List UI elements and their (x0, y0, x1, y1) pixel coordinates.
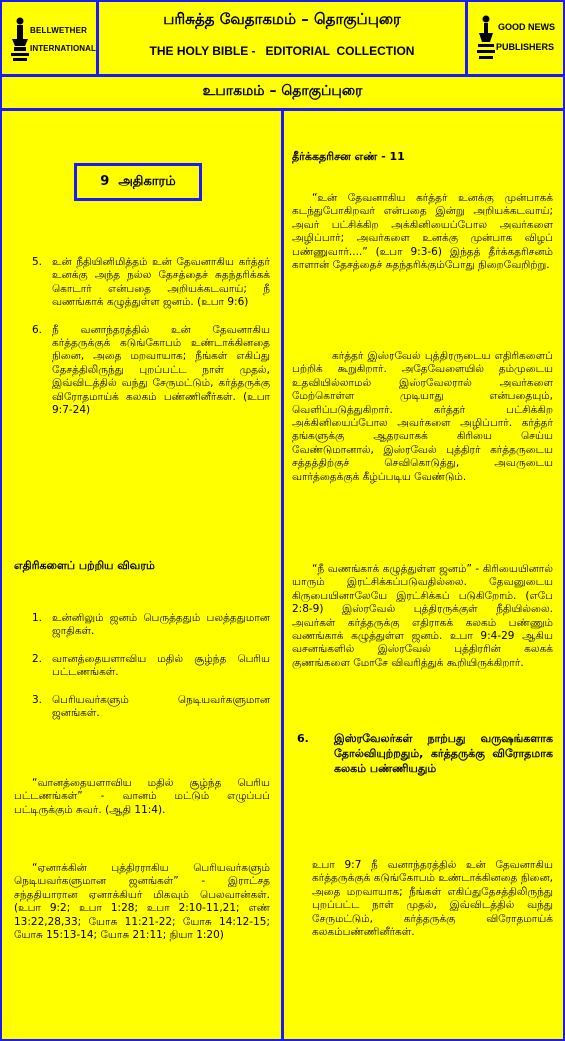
enemy-text: பெரியவர்களும் நெடியவர்களுமான ஜனங்கள். (52, 693, 270, 720)
enemy-item (32, 694, 270, 721)
enemy-text: உன்னிலும் ஜனம் பெருத்ததும் பலத்ததுமான ஜாதிகள். (52, 612, 270, 638)
bell-ringer-icon (10, 16, 30, 62)
logo-text-line1: BELLWETHER (30, 26, 88, 35)
bellwether-logo (10, 14, 97, 64)
chapter-label: 9 அதிகாரம் (100, 174, 176, 189)
title-tamil: பரிசுத்த வேதாகமம் – தொகுப்புரை (163, 10, 401, 28)
verse-item (32, 256, 270, 310)
anakim-paragraph: “ஏனாக்கின் புத்திரராகிய பெரியவர்களும் நெடியவர்களுமான ஜனங்கள்” - இராட்சத சந்ததியாரான ஏனாக்கியர் மிகவும் பெலவான்கள். (உபா 9:2; உபா 1:28; உபா 2:10-11,21; எண் 13:22,28,33; யோசு 11:21-22; யோசு 14:12-15; யோசு 15:13-14; யோசு 21:11; நியா 1:20) (14, 862, 270, 942)
rebellion-paragraph: உபா 9:7 நீ வனாந்தரத்தில் உன் தேவனாகிய கர்த்தருக்குக் கடுங்கோபம் உண்டாக்கினதை நினை, அதை மறவாயாக; நீங்கள் எகிப்துதேசத்திலிருந்து புறப்பட்ட நாள் முதல், இவ்விடத்தில் வந்து சேருமட்டும், கர்த்தருக்கு விரோதமாய்க் கலகம்பண்ணினீர்கள். (312, 859, 553, 939)
verse-number: 6. (32, 323, 43, 336)
enemies-heading: எதிரிகளைப் பற்றிய விவரம் (14, 559, 155, 572)
section-title: இஸ்ரவேலர்கள் நாற்பது வருஷங்களாக தோல்வியுற்றதும், கர்த்தருக்கு விரோதமாக கலகம் பண்ணியதும் (334, 732, 553, 775)
prophecy-heading: தீர்க்கதரிசன எண் - 11 (292, 150, 405, 163)
section-number: 6. (297, 732, 309, 745)
logo-text-line2: INTERNATIONAL (30, 44, 97, 53)
enemies-note-paragraph: கர்த்தர் இஸ்ரவேல் புத்திரருடைய எதிரிகளைப் பற்றிக் கூறுகிறார். அதேவேளையில் தம்முடைய உதவியில்லாமல் இஸ்ரவேலரால் அவர்களை மேற்கொள்ள முடியாது என்பதையும், வெளிப்படுத்துகிறார். கர்த்தர் பட்சிக்கிற அக்கினியைப்போல அவர்களை அழிப்பார். கர்த்தர் தங்களுக்கு ஆதரவாகக் கிரியை செய்ய வேண்டுமானால், இஸ்ரவேல் புத்திரர் கர்த்தருடைய சத்தத்திற்குச் செவிகொடுத்து, அவருடைய வார்த்தைக்குக் கீழ்ப்படிய வேண்டும். (292, 350, 553, 483)
enemy-text: வானத்தையளாவிய மதில் சூழ்ந்த பெரிய பட்டணங்கள். (52, 652, 270, 679)
title-english: THE HOLY BIBLE - EDITORIAL COLLECTION (149, 44, 415, 58)
enemy-number: 1. (32, 612, 43, 624)
enemy-item (32, 612, 270, 639)
verse-item (32, 324, 270, 418)
logo-text-line2: PUBLISHERS (496, 42, 555, 52)
enemy-item (32, 653, 270, 680)
good-news-logo (474, 12, 560, 68)
verse-number: 5. (32, 256, 43, 268)
verse-text: உன் நீதியினிமித்தம் உன் தேவனாகிய கர்த்தர் உனக்கு அந்த நல்ல தேசத்தைச் சுதந்தரிக்கக் கொடார் என்பதை அறியக்கடவாய்; நீ வணங்காக் கழுத்துள்ள ஜனம். (உபா 9:6) (52, 256, 270, 309)
enemies-list (32, 612, 270, 720)
verse-list (32, 256, 270, 417)
book-bell-icon (476, 14, 496, 64)
logo-text-line1: GOOD NEWS (498, 22, 556, 32)
enemy-number: 3. (32, 693, 43, 706)
enemy-number: 2. (32, 652, 43, 665)
stiffnecked-paragraph: “நீ வணங்காக் கழுத்துள்ள ஜனம்” - கிரியையினால் யாரும் இரட்சிக்கப்படுவதில்லை. தேவனுடைய கிருபையினாலேயே இரட்சிக்கப் படுகிறோம். (எபே 2:8-9) இஸ்ரவேல் புத்திரருக்குள் நீதியில்லை. அவர்கள் கர்த்தருக்கு எதிராகக் கலகம் பண்ணும் வணங்காக் கழுத்துள்ள ஜனம். உபா 9:4-29 ஆகிய வசனங்களில் இஸ்ரவேல் புத்திரரின் கலகக் குணங்களை மோசே விவரித்துக் கூறியிருக்கிறார். (292, 563, 553, 669)
verse-text: நீ வனாந்தரத்தில் உன் தேவனாகிய கர்த்தருக்குக் கடுங்கோபம் உண்டாக்கினதை நினை, அதை மறவாயாக; நீங்கள் எகிப்து தேசத்திலிருந்து புறப்பட்ட நாள் முதல், இவ்விடத்தில் வந்து சேருமட்டும், கர்த்தருக்கு விரோதமாய்க் கலகம் பண்ணினீர்கள். (உபா 9:7-24) (52, 323, 270, 417)
subtitle: உபாகமம் – தொகுப்புரை (202, 83, 363, 99)
prophecy-paragraph: “உன் தேவனாகிய கர்த்தர் உனக்கு முன்பாகக் கடந்துபோகிறவர் என்பதை இன்று அறியக்கடவாய்; அவர் பட்சிக்கிற அக்கினியைப்போல அவர்களை அழிப்பார்; அவர்களை உனக்கு முன்பாக விழப் பண்ணுவார்....” (உபா 9:3-6) இந்தத் தீர்க்கதரிசனம் காளான் தேசத்தைச் சுதந்தரிக்கும்போது நிறைவேறிற்று. (292, 192, 553, 272)
walls-paragraph: “வானத்தையளாவிய மதில் சூழ்ந்த பெரிய பட்டணங்கள்” - வானம் மட்டும் எழுப்பப் பட்டிருக்கும் சுவர். (ஆதி 11:4). (14, 777, 270, 816)
